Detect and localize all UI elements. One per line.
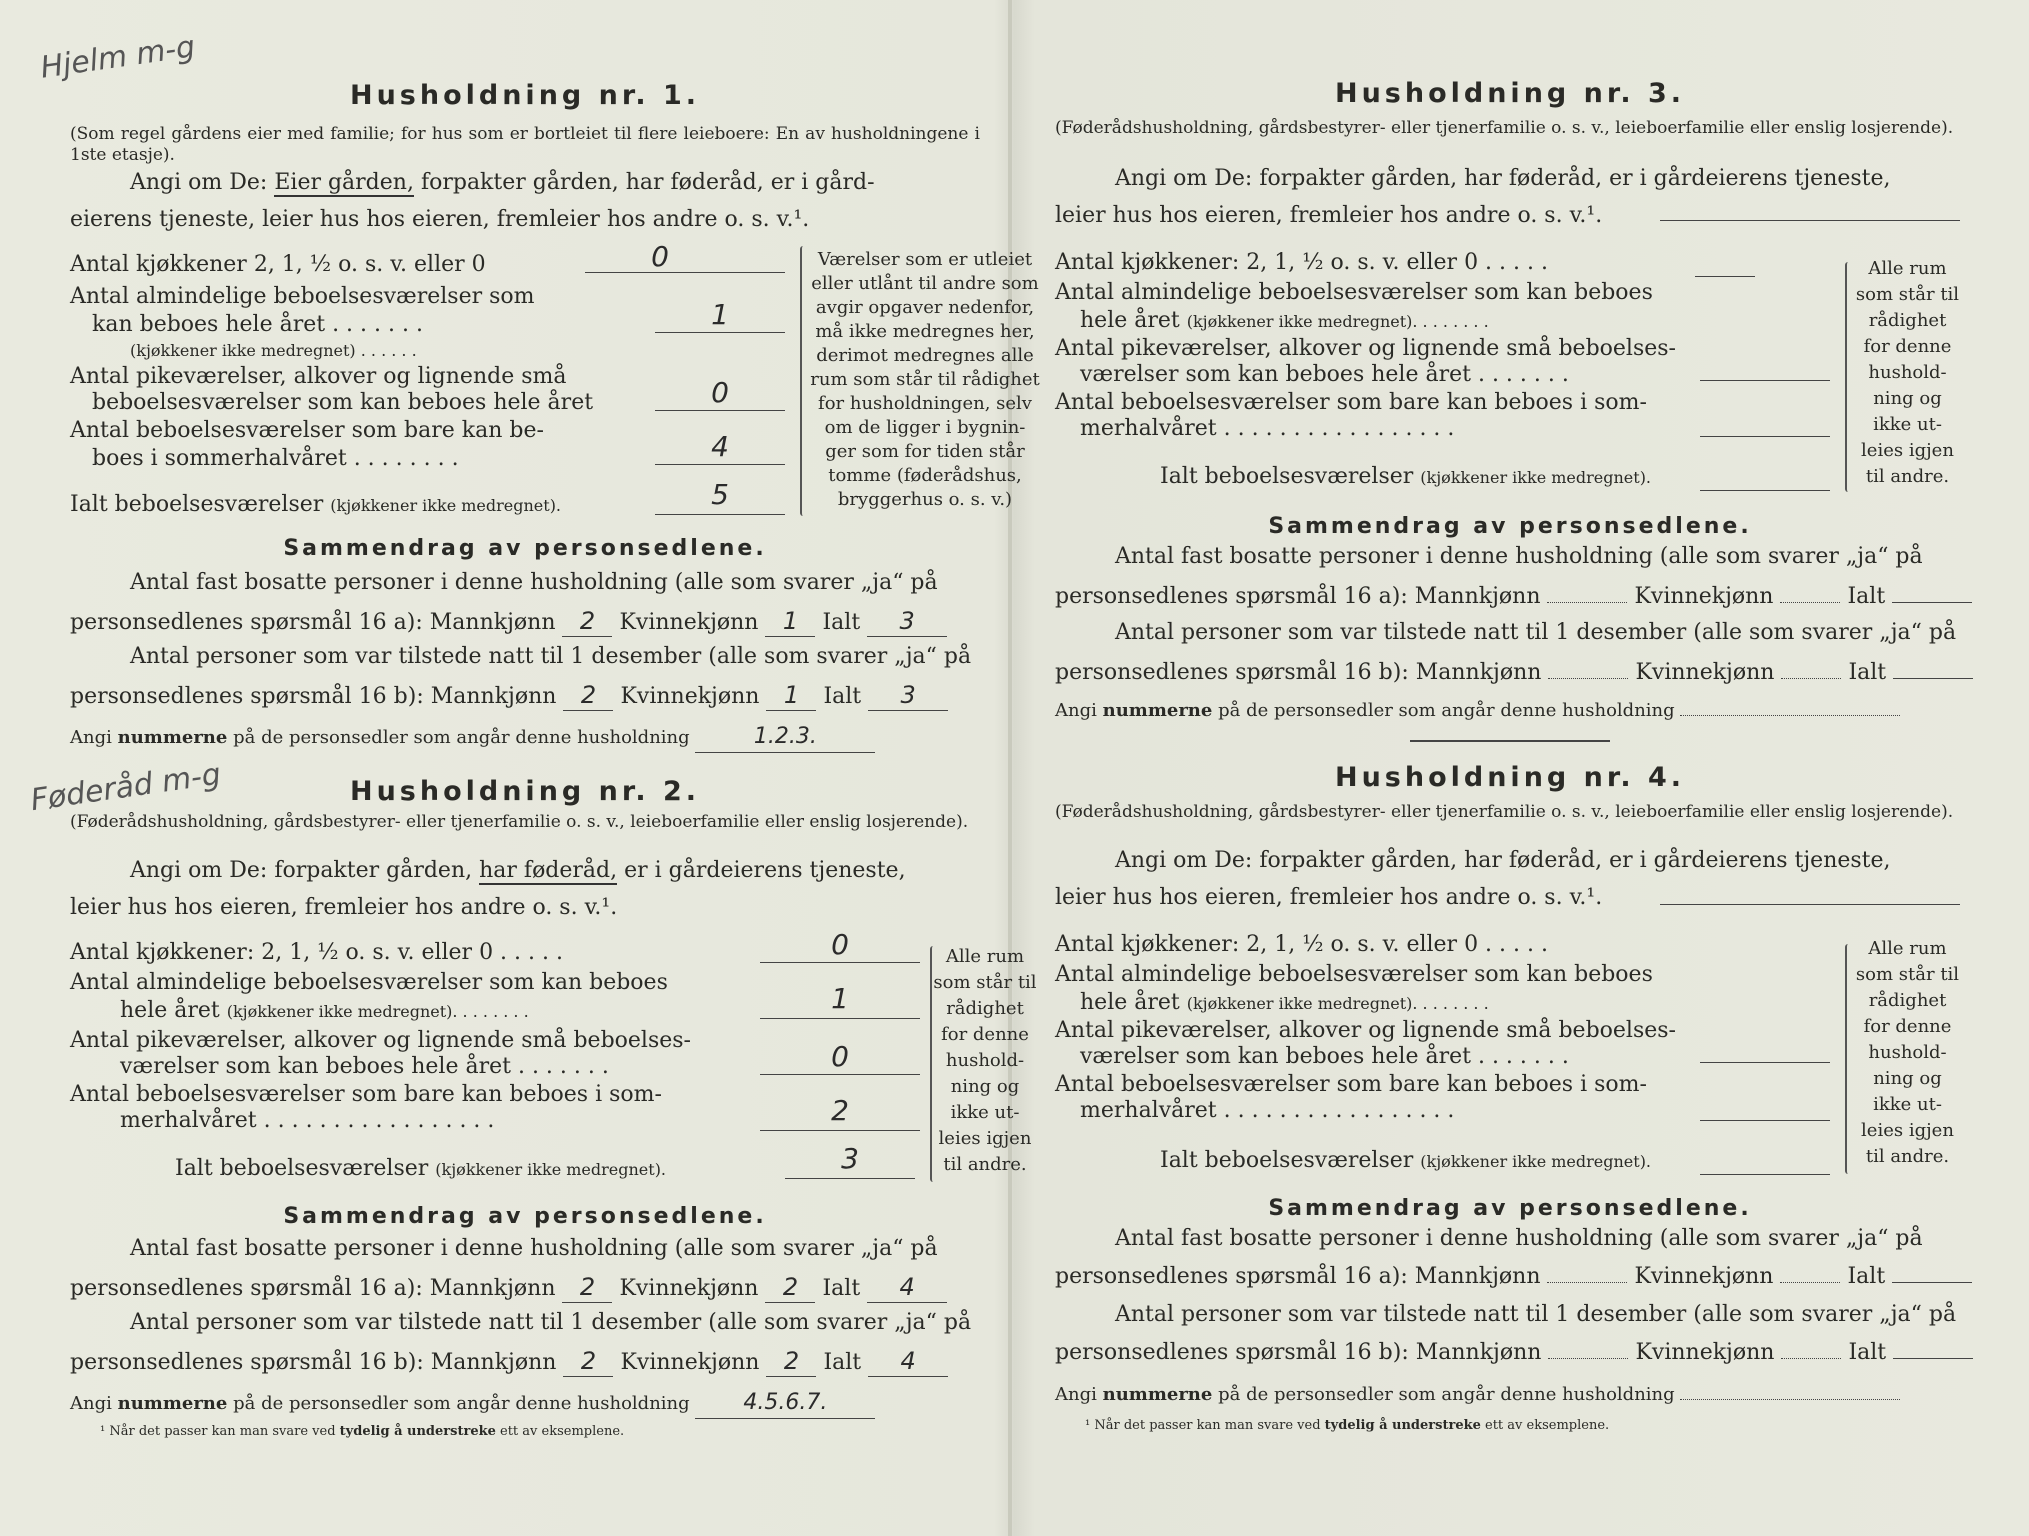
numbers-label-a: Angi [1055,1384,1097,1405]
summary-label: personsedlenes spørsmål 16 b): Mannkjønn [1055,1340,1542,1365]
summary-female-label: Kvinnekjønn [1634,584,1774,609]
h3-summary-b-row [1055,660,1965,686]
numbers-label-c: på de personsedler som angår denne husholdning [1218,700,1675,721]
h3-summary-a-label: Antal fast bosatte personer i denne husholdning (alle som svarer „ja“ på [1115,544,1923,569]
h2-footnote [100,1424,624,1439]
h3-summary-b-label: Antal personer som var tilstede natt til 1 desember (alle som svarer „ja“ på [1115,620,1957,645]
answer-line [1660,220,1960,221]
h4-kitchens-label: Antal kjøkkener: 2, 1, ½ o. s. v. eller 0 . . . . . [1055,932,1548,957]
h4-summary-b-row [1055,1340,1965,1366]
h1-summer-rooms-label-a: Antal beboelsesværelser som bare kan be- [70,418,544,443]
household-3-title: Husholdning nr. 3. [1334,78,1686,109]
h3-b-male [1548,678,1628,679]
h2-b-total: 4 [868,1346,948,1377]
h3-b-female [1781,678,1841,679]
brace-line: leies igjen [1861,440,1954,461]
answer-line [655,332,785,333]
numbers-label-a: Angi [70,727,112,748]
answer-line [1700,1174,1830,1175]
h3-total-rooms-text: Ialt beboelsesværelser [1160,464,1414,489]
h2-numbers-value: 4.5.6.7. [695,1388,875,1419]
brace-line: for husholdningen, selv [818,393,1032,414]
h3-summer-rooms-label-a: Antal beboelsesværelser som bare kan beboes i som- [1055,390,1647,415]
h1-total-rooms-text: Ialt beboelsesværelser [70,492,324,517]
angi-prefix: Angi om De: forpakter gården, har føderåd, er i gårdeierens tjeneste, [1115,166,1891,191]
summary-total-label: Ialt [1848,1340,1887,1365]
household-3-note: (Føderådshusholdning, gårdsbestyrer- eller tjenerfamilie o. s. v., leieboerfamilie eller enslig losjerende). [1055,118,1954,138]
h2-summer-rooms-label-a: Antal beboelsesværelser som bare kan beboes i som- [70,1082,662,1107]
h2-summary-title: Sammendrag av personsedlene. [283,1204,767,1229]
h2-summer-rooms-label-b: merhalvåret . . . . . . . . . . . . . . . . . [120,1108,495,1133]
h3-a-male [1547,602,1627,603]
h3-kitchens-label: Antal kjøkkener: 2, 1, ½ o. s. v. eller 0 . . . . . [1055,250,1548,275]
left-page [28,0,1040,1536]
brace-line: hushold- [945,1050,1025,1071]
numbers-label-a: Angi [1055,700,1097,721]
numbers-label-c: på de personsedler som angår denne husholdning [1218,1384,1675,1405]
h4-brace-note [1850,936,1965,1170]
summary-total-label: Ialt [823,684,862,709]
brace-line: rådighet [946,998,1024,1019]
h3-summary-a-row [1055,584,1965,610]
h1-a-total: 3 [867,606,947,637]
h3-small-rooms-label-b: værelser som kan beboes hele året . . . . . . . [1080,362,1569,387]
answer-line [785,1178,915,1179]
footnote-bold: tydelig å understreke [339,1424,496,1439]
angi-underlined-answer: har føderåd, [479,858,618,883]
h1-rooms-value: 1 [711,298,729,331]
h2-total-rooms-value: 3 [841,1142,859,1175]
answer-line [585,272,785,273]
h1-summary-a-label: Antal fast bosatte personer i denne husholdning (alle som svarer „ja“ på [130,570,938,595]
brace-line: for denne [1863,336,1952,357]
h1-total-rooms-value: 5 [711,478,729,511]
summary-total-label: Ialt [1847,584,1886,609]
answer-line [760,1018,920,1019]
h4-rooms-note: (kjøkkener ikke medregnet). . . . . . . . [1186,994,1489,1013]
h2-rooms-note: (kjøkkener ikke medregnet). . . . . . . . [226,1002,529,1021]
h1-total-rooms-note: (kjøkkener ikke medregnet). [330,496,562,515]
h1-b-male: 2 [563,680,613,711]
h4-b-male [1548,1358,1628,1359]
h4-summer-rooms-label-a: Antal beboelsesværelser som bare kan beboes i som- [1055,1072,1647,1097]
h1-rooms-label-b: kan beboes hele året . . . . . . . [92,312,423,337]
brace-line: for denne [941,1024,1029,1045]
brace-line: ning og [1873,1068,1942,1089]
answer-line [1695,276,1755,277]
h4-rooms-label-a: Antal almindelige beboelsesværelser som kan beboes [1055,962,1653,987]
h4-numbers-value [1680,1399,1900,1400]
margin-note-h1: Hjelm m-g [38,29,198,86]
angi-options: forpakter gården, har føderåd, er i gård- [420,170,875,195]
h1-small-rooms-value: 0 [711,376,729,409]
h1-numbers-row [70,722,980,753]
brace-line: til andre. [1865,1146,1950,1167]
page-fold [1008,0,1012,1536]
h3-numbers-row [1055,698,1965,724]
household-1-angi [70,164,980,238]
answer-line [655,464,785,465]
h1-numbers-value: 1.2.3. [695,722,875,753]
h3-b-total [1893,678,1973,679]
household-4-note: (Føderådshusholdning, gårdsbestyrer- eller tjenerfamilie o. s. v., leieboerfamilie eller enslig losjerende). [1055,802,1954,822]
brace-line: hushold- [1868,362,1947,383]
h1-summer-rooms-value: 4 [711,430,729,463]
angi-options-cont: leier hus hos eieren, fremleier hos andre o. s. v.¹. [1055,203,1603,228]
brace-line: Alle rum [1868,258,1947,279]
h4-summary-a-row [1055,1264,1965,1290]
household-2-note: (Føderådshusholdning, gårdsbestyrer- eller tjenerfamilie o. s. v., leieboerfamilie eller enslig losjerende). [70,812,969,832]
brace-line: ikke ut- [1873,414,1942,435]
summary-female-label: Kvinnekjønn [620,684,760,709]
brace-line: rådighet [1868,310,1947,331]
h2-a-male: 2 [562,1272,612,1303]
h3-total-rooms-note: (kjøkkener ikke medregnet). [1420,468,1652,487]
angi-prefix: Angi om De: forpakter gården, [130,858,473,883]
footnote-text: ¹ Når det passer kan man svare ved [100,1424,336,1439]
h1-small-rooms-label-a: Antal pikeværelser, alkover og lignende små [70,364,567,389]
household-2-title: Husholdning nr. 2. [349,776,701,807]
brace-line: rum som står til rådighet [810,369,1040,390]
summary-female-label: Kvinnekjønn [619,610,759,635]
h2-rooms-label-b [120,998,529,1025]
angi-options-cont: eierens tjeneste, leier hus hos eieren, fremleier hos andre o. s. v.¹. [70,207,810,232]
h4-summary-title: Sammendrag av personsedlene. [1268,1196,1752,1221]
brace-line: ning og [950,1076,1020,1097]
brace-line: hushold- [1868,1042,1947,1063]
h3-summary-title: Sammendrag av personsedlene. [1268,514,1752,539]
brace-line: om de ligger i bygnin- [824,417,1026,438]
h2-small-rooms-label-a: Antal pikeværelser, alkover og lignende små beboelses- [70,1028,691,1053]
numbers-label-a: Angi [70,1393,112,1414]
answer-line [1700,490,1830,491]
h3-a-female [1780,602,1840,603]
h2-a-total: 4 [867,1272,947,1303]
angi-options-cont: leier hus hos eieren, fremleier hos andre o. s. v.¹. [1055,885,1603,910]
numbers-label-c: på de personsedler som angår denne husholdning [233,727,690,748]
footnote-text-end: ett av eksemplene. [500,1424,625,1439]
h4-b-total [1893,1358,1973,1359]
h2-total-rooms-note: (kjøkkener ikke medregnet). [435,1160,667,1179]
footnote-bold: tydelig å understreke [1324,1418,1481,1433]
angi-prefix: Angi om De: forpakter gården, har føderåd, er i gårdeierens tjeneste, [1115,848,1891,873]
summary-total-label: Ialt [1848,660,1887,685]
answer-line [655,514,785,515]
brace-line: eller utlånt til andre som [811,273,1039,294]
brace-line: ikke ut- [950,1102,1020,1123]
answer-line [760,1074,920,1075]
h4-small-rooms-label-b: værelser som kan beboes hele året . . . . . . . [1080,1044,1569,1069]
brace-line: tomme (føderådshus, [828,465,1022,486]
h1-summer-rooms-label-b: boes i sommerhalvåret . . . . . . . . [92,446,459,471]
angi-options: er i gårdeierens tjeneste, [624,858,906,883]
h1-summary-title: Sammendrag av personsedlene. [283,536,767,561]
h4-b-female [1781,1358,1841,1359]
numbers-label-c: på de personsedler som angår denne husholdning [233,1393,690,1414]
h1-small-rooms-label-b: beboelsesværelser som kan beboes hele året [92,390,594,415]
answer-line [1660,904,1960,905]
h2-numbers-row [70,1388,980,1419]
h1-b-total: 3 [868,680,948,711]
h2-small-rooms-label-b: værelser som kan beboes hele året . . . . . . . [120,1054,609,1079]
summary-total-label: Ialt [823,1350,862,1375]
household-3-angi [1055,160,1965,234]
h2-rooms-label-a: Antal almindelige beboelsesværelser som kan beboes [70,970,668,995]
summary-total-label: Ialt [822,610,861,635]
brace-line: ning og [1873,388,1942,409]
h3-small-rooms-label-a: Antal pikeværelser, alkover og lignende små beboelses- [1055,336,1676,361]
household-4-title: Husholdning nr. 4. [1334,762,1686,793]
summary-label: personsedlenes spørsmål 16 b): Mannkjønn [1055,660,1542,685]
summary-label: personsedlenes spørsmål 16 a): Mannkjønn [70,1276,556,1301]
h4-footnote [1085,1418,1609,1433]
h1-a-male: 2 [562,606,612,637]
brace-line: til andre. [943,1154,1027,1175]
angi-underlined-answer: Eier gården, [274,170,414,195]
answer-line [1700,436,1830,437]
h2-summary-a-label: Antal fast bosatte personer i denne husholdning (alle som svarer „ja“ på [130,1236,938,1261]
brace-line: ger som for tiden står [825,441,1025,462]
h4-total-rooms-text: Ialt beboelsesværelser [1160,1148,1414,1173]
h4-summary-b-label: Antal personer som var tilstede natt til 1 desember (alle som svarer „ja“ på [1115,1302,1957,1327]
h2-small-rooms-value: 0 [831,1040,849,1073]
h2-rooms-text: hele året [120,998,220,1023]
h1-summary-b-label: Antal personer som var tilstede natt til 1 desember (alle som svarer „ja“ på [130,644,972,669]
h2-summary-b-label: Antal personer som var tilstede natt til 1 desember (alle som svarer „ja“ på [130,1310,972,1335]
summary-label: personsedlenes spørsmål 16 a): Mannkjønn [1055,1264,1541,1289]
h4-total-rooms-label [1160,1148,1651,1175]
h4-numbers-row [1055,1382,1965,1408]
answer-line [1700,1062,1830,1063]
brace-line: for denne [1863,1016,1952,1037]
h3-rooms-text: hele året [1080,308,1180,333]
brace-line: bryggerhus o. s. v.) [837,489,1013,510]
numbers-label-b: nummerne [117,1393,228,1414]
h2-b-male: 2 [563,1346,613,1377]
h2-total-rooms-text: Ialt beboelsesværelser [175,1156,429,1181]
margin-note-h2: Føderåd m-g [28,756,224,819]
h2-a-female: 2 [765,1272,815,1303]
household-1-title: Husholdning nr. 1. [349,80,701,111]
h4-rooms-label-b [1080,990,1489,1017]
h3-rooms-note: (kjøkkener ikke medregnet). . . . . . . . [1186,312,1489,331]
answer-line [1700,1120,1830,1121]
summary-label: personsedlenes spørsmål 16 b): Mannkjønn [70,684,557,709]
angi-prefix: Angi om De: [130,170,268,195]
h1-summary-a-row [70,606,980,637]
brace-line: som står til [933,972,1037,993]
summary-total-label: Ialt [822,1276,861,1301]
summary-label: personsedlenes spørsmål 16 a): Mannkjønn [1055,584,1541,609]
h2-rooms-value: 1 [831,982,849,1015]
h3-summer-rooms-label-b: merhalvåret . . . . . . . . . . . . . . . . . [1080,416,1455,441]
brace-line: leies igjen [1861,1120,1954,1141]
summary-total-label: Ialt [1847,1264,1886,1289]
summary-female-label: Kvinnekjønn [1634,1264,1774,1289]
brace-line: Værelser som er utleiet [817,249,1033,270]
h1-a-female: 1 [765,606,815,637]
h2-kitchens-label: Antal kjøkkener: 2, 1, ½ o. s. v. eller 0 . . . . . [70,940,563,965]
h2-b-female: 2 [766,1346,816,1377]
h4-summer-rooms-label-b: merhalvåret . . . . . . . . . . . . . . . . . [1080,1098,1455,1123]
right-page [1055,0,1965,1536]
h1-rooms-label-c: (kjøkkener ikke medregnet) . . . . . . [130,341,417,360]
h3-brace-note [1850,256,1965,490]
h4-total-rooms-note: (kjøkkener ikke medregnet). [1420,1152,1652,1171]
h2-kitchens-value: 0 [831,928,849,961]
h1-summary-b-row [70,680,980,711]
footnote-text: ¹ Når det passer kan man svare ved [1085,1418,1321,1433]
numbers-label-b: nummerne [117,727,228,748]
h2-summary-a-row [70,1272,980,1303]
summary-label: personsedlenes spørsmål 16 a): Mannkjønn [70,610,556,635]
answer-line [655,410,785,411]
brace-line: Alle rum [1868,938,1947,959]
h4-summary-a-label: Antal fast bosatte personer i denne husholdning (alle som svarer „ja“ på [1115,1226,1923,1251]
summary-female-label: Kvinnekjønn [620,1350,760,1375]
brace-line: som står til [1855,284,1960,305]
h1-rooms-label-a: Antal almindelige beboelsesværelser som [70,284,535,309]
section-separator [1410,740,1610,742]
brace-line: avgir opgaver nedenfor, [815,297,1035,318]
brace-line: til andre. [1865,466,1950,487]
brace-line: som står til [1855,964,1960,985]
numbers-label-b: nummerne [1102,700,1213,721]
answer-line [760,1130,920,1131]
h3-rooms-label-a: Antal almindelige beboelsesværelser som kan beboes [1055,280,1653,305]
h1-total-rooms-label [70,492,561,519]
h3-total-rooms-label [1160,464,1651,491]
summary-female-label: Kvinnekjønn [619,1276,759,1301]
h1-kitchens-label: Antal kjøkkener 2, 1, ½ o. s. v. eller 0 [70,252,486,277]
brace-line: Alle rum [945,946,1025,967]
summary-female-label: Kvinnekjønn [1635,660,1775,685]
h4-a-male [1547,1282,1627,1283]
h2-summer-rooms-value: 2 [831,1094,849,1127]
brace-line: må ikke medregnes her, [815,321,1035,342]
h3-numbers-value [1680,715,1900,716]
numbers-label-b: nummerne [1102,1384,1213,1405]
summary-female-label: Kvinnekjønn [1635,1340,1775,1365]
answer-line [760,962,920,963]
h1-brace-note [805,248,1045,512]
answer-line [1700,380,1830,381]
h2-brace-note [930,944,1040,1178]
h4-small-rooms-label-a: Antal pikeværelser, alkover og lignende små beboelses- [1055,1018,1676,1043]
h4-rooms-text: hele året [1080,990,1180,1015]
h1-kitchens-value: 0 [651,240,669,273]
h4-a-total [1892,1282,1972,1283]
brace-line: leies igjen [938,1128,1032,1149]
h1-b-female: 1 [766,680,816,711]
h2-summary-b-row [70,1346,980,1377]
brace-line: ikke ut- [1873,1094,1942,1115]
angi-options-cont: leier hus hos eieren, fremleier hos andre o. s. v.¹. [70,895,618,920]
household-1-note: (Som regel gårdens eier med familie; for hus som er bortleiet til flere leieboere: En av husholdningene i 1ste etasje). [70,124,980,165]
household-2-angi [70,852,980,926]
footnote-text-end: ett av eksemplene. [1485,1418,1610,1433]
h3-a-total [1892,602,1972,603]
h4-a-female [1780,1282,1840,1283]
summary-label: personsedlenes spørsmål 16 b): Mannkjønn [70,1350,557,1375]
brace-line: rådighet [1868,990,1947,1011]
h3-rooms-label-b [1080,308,1489,335]
h2-total-rooms-label [175,1156,666,1183]
brace-line: derimot medregnes alle [816,345,1034,366]
